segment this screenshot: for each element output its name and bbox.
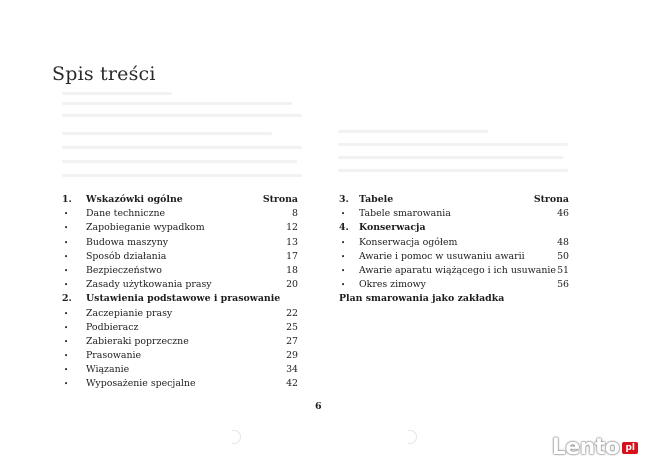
- toc-right-column: [337, 193, 573, 307]
- bleed-through-line: [62, 146, 302, 149]
- toc-entry-label: Zabieraki poprzeczne: [86, 335, 189, 347]
- toc-entry-page: 51: [557, 264, 569, 276]
- toc-entry-label: Awarie aparatu wiążącego i ich usuwanie: [359, 264, 556, 276]
- toc-entry-label: Sposób działania: [86, 250, 167, 262]
- bullet-icon: •: [64, 281, 69, 290]
- bullet-icon: •: [64, 337, 69, 346]
- toc-entry-page: 17: [286, 250, 298, 262]
- toc-page-column-header: Strona: [533, 194, 569, 205]
- toc-entry-page: 42: [286, 378, 298, 390]
- toc-entry-page: 34: [286, 364, 298, 376]
- toc-entry: [60, 264, 302, 278]
- bullet-icon: •: [341, 266, 346, 275]
- toc-left-column: [60, 193, 302, 392]
- toc-entry-page: 27: [286, 335, 298, 347]
- toc-entry-label: Zasady użytkowania prasy: [86, 279, 212, 291]
- toc-entry-label: Budowa maszyny: [86, 236, 169, 248]
- toc-section-number: 4.: [339, 222, 349, 234]
- toc-entry-label: Plan smarowania jako zakładka: [339, 293, 505, 305]
- bullet-icon: •: [64, 224, 69, 233]
- bullet-icon: •: [341, 238, 346, 247]
- watermark: [552, 435, 638, 460]
- toc-entry-page: 12: [286, 222, 298, 234]
- bullet-icon: •: [64, 252, 69, 261]
- toc-entry-page: 29: [286, 350, 298, 362]
- bleed-through-line: [62, 92, 172, 95]
- toc-entry-page: 50: [557, 250, 569, 262]
- toc-entry: [337, 264, 573, 278]
- toc-entry-label: Prasowanie: [86, 350, 142, 362]
- toc-entry: [60, 236, 302, 250]
- bullet-icon: •: [341, 252, 346, 261]
- toc-entry-page: 13: [286, 236, 298, 248]
- toc-entry: [60, 278, 302, 292]
- toc-entry: [337, 250, 573, 264]
- toc-entry: [60, 307, 302, 321]
- toc-entry-label: Bezpieczeństwo: [86, 264, 162, 276]
- toc-entry: [60, 349, 302, 363]
- bleed-through-line: [62, 160, 297, 163]
- binding-hole-mark: [232, 430, 241, 444]
- bullet-icon: •: [64, 323, 69, 332]
- toc-entry: [60, 221, 302, 235]
- toc-entry-page: 48: [557, 236, 569, 248]
- bullet-icon: •: [64, 266, 69, 275]
- page-title: Spis treści: [52, 62, 156, 85]
- toc-entry-label: Konserwacja ogółem: [359, 236, 458, 248]
- bleed-through-line: [62, 174, 302, 177]
- toc-entry: [60, 363, 302, 377]
- toc-appendix-entry: [337, 292, 573, 306]
- toc-entry-page: 25: [286, 321, 298, 333]
- toc-entry-page: 22: [286, 307, 298, 319]
- toc-section-heading: [60, 292, 302, 306]
- toc-section-heading: [337, 193, 573, 207]
- toc-section-number: 3.: [339, 194, 349, 205]
- toc-section-heading: [60, 193, 302, 207]
- toc-entry: [60, 335, 302, 349]
- toc-entry-page: 8: [292, 208, 298, 220]
- bullet-icon: •: [64, 238, 69, 247]
- bleed-through-line: [338, 169, 568, 172]
- toc-entry-label: Wskazówki ogólne: [86, 194, 183, 205]
- bleed-through-line: [62, 114, 302, 117]
- toc-entry: [60, 377, 302, 391]
- watermark-domain-badge: pl: [622, 442, 638, 454]
- toc-entry-label: Podbieracz: [86, 321, 139, 333]
- toc-entry-label: Dane techniczne: [86, 208, 166, 220]
- bullet-icon: •: [64, 366, 69, 375]
- toc-entry: [337, 236, 573, 250]
- toc-entry-label: Ustawienia podstawowe i prasowanie: [86, 293, 281, 305]
- toc-entry: [60, 321, 302, 335]
- bullet-icon: •: [64, 352, 69, 361]
- toc-entry-label: Awarie i pomoc w usuwaniu awarii: [359, 250, 525, 262]
- page-number: 6: [315, 401, 322, 412]
- toc-entry-page: 18: [286, 264, 298, 276]
- toc-entry-label: Tabele: [359, 194, 394, 205]
- toc-entry: [60, 250, 302, 264]
- toc-entry-page: 56: [557, 279, 569, 291]
- toc-section-heading: [337, 221, 573, 235]
- toc-entry-label: Wiązanie: [86, 364, 130, 376]
- toc-section-number: 2.: [62, 293, 72, 305]
- toc-entry-label: Zaczepianie prasy: [86, 307, 173, 319]
- toc-section-number: 1.: [62, 194, 72, 205]
- toc-entry-page: 20: [286, 279, 298, 291]
- bullet-icon: •: [341, 210, 346, 219]
- watermark-logo-text: Lento: [551, 435, 620, 460]
- bleed-through-line: [62, 132, 272, 135]
- bullet-icon: •: [341, 281, 346, 290]
- toc-entry-page: 46: [557, 208, 569, 220]
- toc-entry-label: Tabele smarowania: [359, 208, 451, 220]
- toc-entry-label: Konserwacja: [359, 222, 426, 234]
- toc-entry-label: Zapobieganie wypadkom: [86, 222, 205, 234]
- bullet-icon: •: [64, 309, 69, 318]
- bullet-icon: •: [64, 380, 69, 389]
- toc-entry: [337, 278, 573, 292]
- bleed-through-line: [62, 102, 292, 105]
- toc-entry-label: Okres zimowy: [359, 279, 426, 291]
- toc-entry: [337, 207, 573, 221]
- toc-entry: [60, 207, 302, 221]
- bleed-through-line: [338, 130, 488, 133]
- bleed-through-line: [338, 156, 563, 159]
- toc-entry-label: Wyposażenie specjalne: [86, 378, 196, 390]
- bleed-through-line: [338, 143, 568, 146]
- toc-page-column-header: Strona: [262, 194, 298, 205]
- bullet-icon: •: [64, 210, 69, 219]
- binding-hole-mark: [408, 430, 417, 444]
